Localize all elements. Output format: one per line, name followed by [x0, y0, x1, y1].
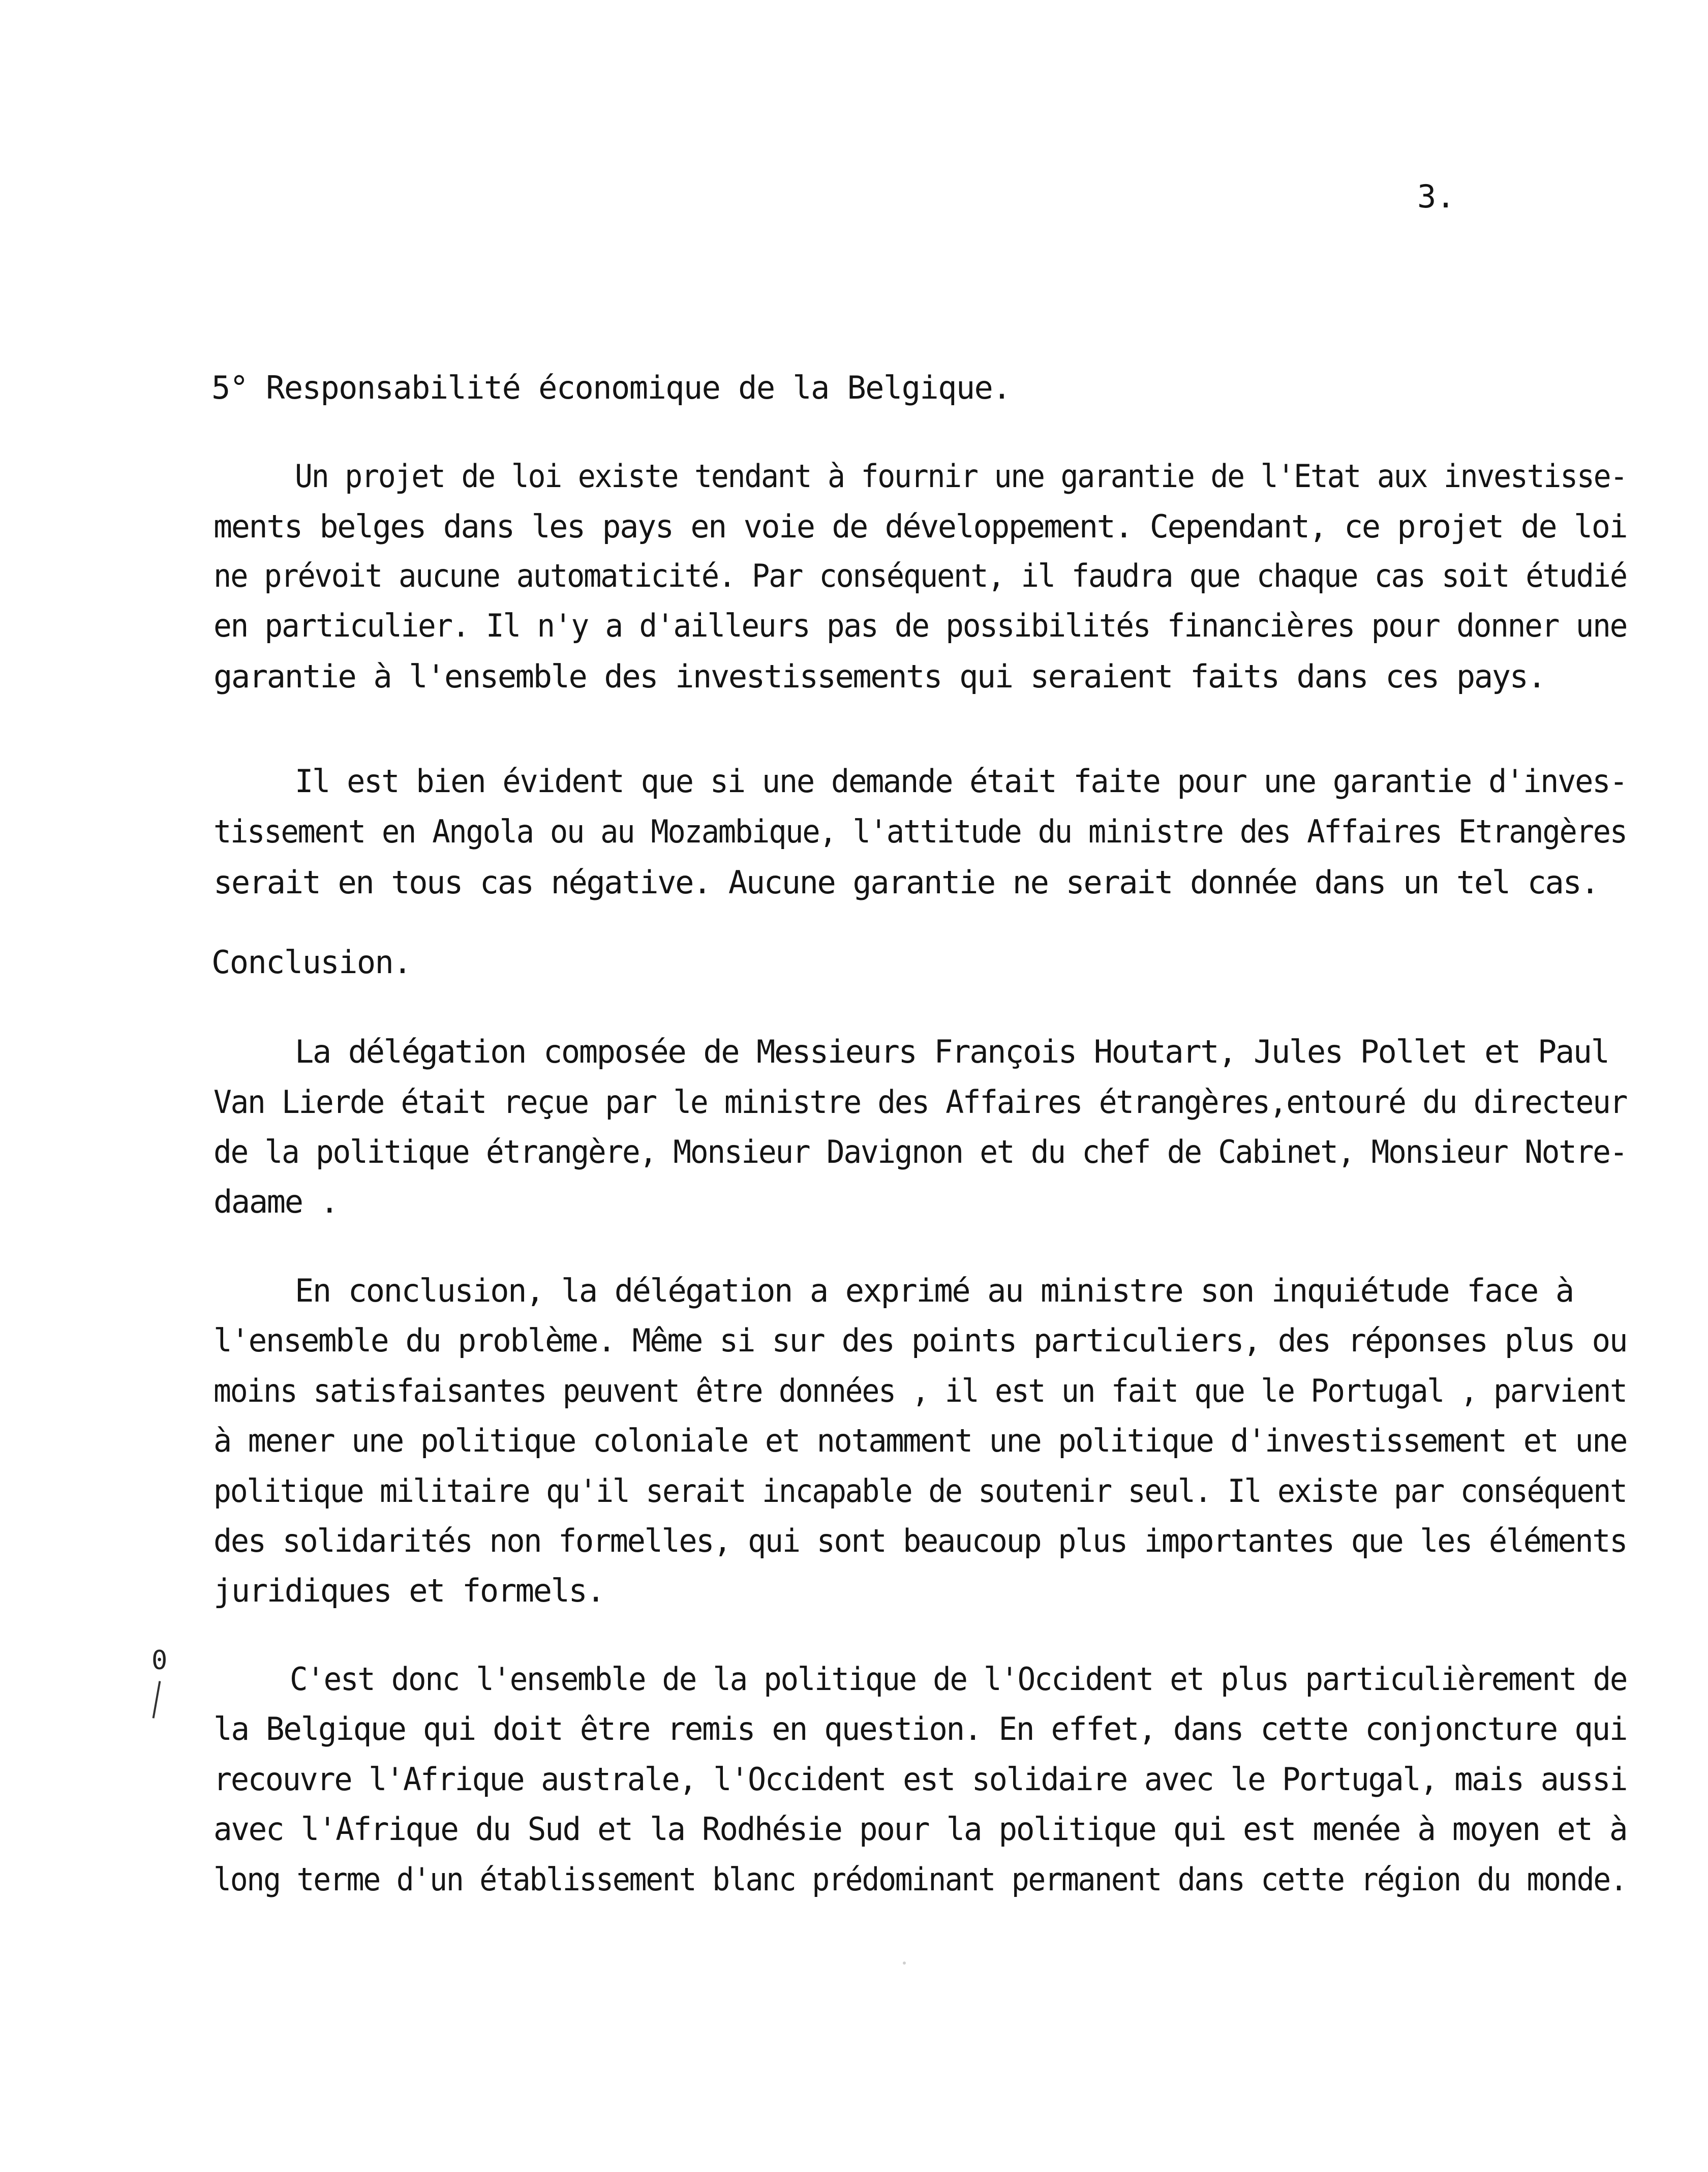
conclusion-heading: Conclusion. — [211, 944, 411, 981]
scan-speck — [903, 1962, 906, 1965]
text-line: Il est bien évident que si une demande était faite pour une garantie d'inves- — [295, 763, 1627, 800]
text-line: tissement en Angola ou au Mozambique, l'attitude du ministre des Affaires Etrangères — [214, 813, 1627, 850]
text-line: Un projet de loi existe tendant à fournir une garantie de l'Etat aux investisse- — [295, 458, 1627, 495]
text-line: moins satisfaisantes peuvent être données , il est un fait que le Portugal , parvient — [214, 1372, 1627, 1409]
text-line: Van Lierde était reçue par le ministre des Affaires étrangères,entouré du directeur — [214, 1083, 1627, 1121]
margin-annotation: 0 — [151, 1645, 168, 1676]
text-line: ments belges dans les pays en voie de développement. Cependant, ce projet de loi — [214, 508, 1627, 545]
text-line: à mener une politique coloniale et notamment une politique d'investissement et une — [214, 1422, 1627, 1459]
text-line: l'ensemble du problème. Même si sur des points particuliers, des réponses plus ou — [214, 1322, 1627, 1359]
page-number: 3. — [1417, 178, 1455, 215]
text-line: recouvre l'Afrique australe, l'Occident est solidaire avec le Portugal, mais aussi — [214, 1761, 1627, 1798]
section-heading: 5° Responsabilité économique de la Belgique. — [211, 369, 1011, 406]
text-line: des solidarités non formelles, qui sont beaucoup plus importantes que les éléments — [214, 1522, 1627, 1559]
text-line: daame . — [214, 1183, 338, 1220]
text-line: de la politique étrangère, Monsieur Davignon et du chef de Cabinet, Monsieur Notre- — [214, 1133, 1627, 1170]
text-line: juridiques et formels. — [214, 1572, 604, 1609]
text-line: en particulier. Il n'y a d'ailleurs pas de possibilités financières pour donner une — [214, 607, 1627, 644]
text-line: avec l'Afrique du Sud et la Rodhésie pour la politique qui est menée à moyen et à — [214, 1811, 1627, 1848]
text-line: serait en tous cas négative. Aucune garantie ne serait donnée dans un tel cas. — [214, 864, 1599, 901]
text-line: C'est donc l'ensemble de la politique de l'Occident et plus particulièrement de — [290, 1661, 1627, 1698]
text-line: la Belgique qui doit être remis en question. En effet, dans cette conjoncture qui — [214, 1710, 1627, 1747]
text-line: long terme d'un établissement blanc prédominant permanent dans cette région du monde. — [214, 1861, 1627, 1898]
margin-slash-mark — [152, 1681, 161, 1718]
text-line: politique militaire qu'il serait incapable de soutenir seul. Il existe par conséquent — [214, 1472, 1627, 1510]
text-line: ne prévoit aucune automaticité. Par conséquent, il faudra que chaque cas soit étudié — [214, 557, 1627, 594]
text-line: En conclusion, la délégation a exprimé au ministre son inquiétude face à — [295, 1272, 1573, 1309]
text-line: La délégation composée de Messieurs François Houtart, Jules Pollet et Paul — [295, 1033, 1609, 1070]
text-line: garantie à l'ensemble des investissements qui seraient faits dans ces pays. — [214, 658, 1545, 695]
